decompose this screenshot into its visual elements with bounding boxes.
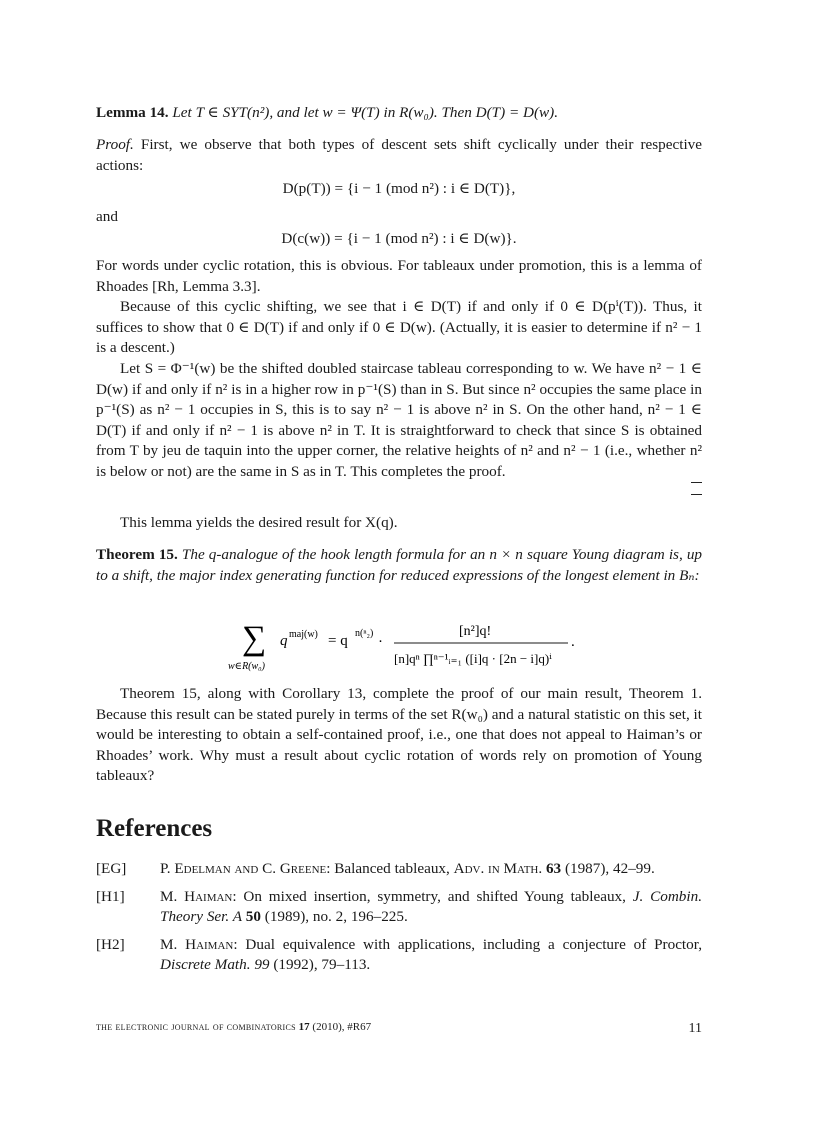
theorem-label: Theorem 15.: [96, 546, 178, 563]
theorem-statement: The q-analogue of the hook length formula for an n × n square Young diagram is, up to a shift, the major index generating function for reduced expressions of the longest element in Bₙ:: [96, 546, 703, 584]
lemma-statement: Let T ∈ SYT(n²), and let w = Ψ(T) in R(w₀). Then D(T) = D(w).: [172, 104, 559, 121]
reference-eg: [96, 859, 702, 880]
proof-intro-text: First, we observe that both types of descent sets shift cyclically under their respective actions:: [96, 136, 702, 174]
proof-paragraph-2: Because of this cyclic shifting, we see that i ∈ D(T) if and only if 0 ∈ D(pⁱ(T)). Thus, it suffices to show that 0 ∈ D(T) if and only if 0 ∈ D(w). (Actually, it is easier to determine if n² − 1 is a descent.): [96, 298, 702, 357]
rhs-exponent: n(ⁿ₂): [355, 628, 374, 639]
reference-body: [160, 935, 702, 976]
reference-list: [96, 859, 702, 983]
lemma-14: [96, 103, 558, 124]
references-heading: References: [96, 815, 213, 842]
reference-details: (1987), 42–99.: [561, 860, 655, 877]
reference-body: [160, 859, 702, 880]
proof-label: Proof.: [96, 136, 134, 153]
qed-symbol: [691, 482, 702, 495]
reference-title: : On mixed insertion, symmetry, and shifted Young tableaux,: [232, 887, 633, 905]
reference-key: [H2]: [96, 935, 125, 953]
journal-citation: [96, 1021, 371, 1037]
summation-sign: ∑: [242, 620, 267, 657]
times-dot: ·: [378, 634, 383, 650]
lhs-exponent: maj(w): [289, 629, 318, 640]
journal-year-id: (2010), #R67: [309, 1021, 372, 1033]
hook-length-formula: [96, 615, 702, 675]
lemma-label: Lemma 14.: [96, 104, 169, 121]
reference-details: (1992), 79–113.: [269, 956, 371, 974]
page-footer: [96, 1021, 702, 1037]
equation-promotion-descent: D(p(T)) = {i − 1 (mod n²) : i ∈ D(T)},: [282, 180, 516, 197]
reference-key: [H1]: [96, 887, 125, 905]
proof-paragraph-3: Let S = Φ⁻¹(w) be the shifted doubled staircase tableau corresponding to w. We have n² − 1 ∈ D(w) if and only if n² is in a higher row in p⁻¹(S) than in S. But since n² occupies the same place in p⁻¹(S) as n² − 1 occupies in S, this is to say n² − 1 is above n² in S. On the other hand, n² − 1 ∈ D(T) if and only if n² − 1 is above n² in T. It is straightforward to check that since S is obtained from T by jeu de taquin into the upper corner, the relative heights of n² and n² − 1 (i.e., whether n² is below or not) are the same in S as in T. This completes the proof.: [96, 359, 702, 480]
reference-venue: Adv. in Math.: [453, 860, 543, 877]
reference-authors: M. Haiman: [160, 935, 234, 953]
proof-intro: [96, 135, 702, 176]
reference-venue: Discrete Math. 99: [160, 956, 270, 974]
reference-title: : Dual equivalence with applications, including a conjecture of Proctor,: [233, 935, 702, 953]
journal-name: the electronic journal of combinatorics: [96, 1021, 296, 1033]
reference-key: [EG]: [96, 860, 127, 877]
proof-body: [96, 256, 702, 483]
lemma-consequence: This lemma yields the desired result for X(q).: [120, 514, 398, 531]
reference-title: : Balanced tableaux,: [326, 860, 454, 877]
conjunction-and: and: [96, 208, 118, 225]
reference-h1: [96, 887, 702, 928]
formula-period: .: [571, 634, 575, 650]
reference-venue: J. Combin. Theory Ser. A: [160, 887, 703, 926]
reference-authors: P. Edelman and C. Greene: [160, 860, 327, 877]
equation-rotation-descent: D(c(w)) = {i − 1 (mod n²) : i ∈ D(w)}.: [281, 230, 517, 247]
reference-details: (1989), no. 2, 196–225.: [260, 908, 408, 926]
reference-body: [160, 887, 702, 928]
rhs-equals: = q: [328, 633, 348, 649]
reference-h2: [96, 935, 702, 976]
lhs-base: q: [280, 633, 288, 649]
fraction-denominator: [n]qⁿ ∏ⁿ⁻¹ᵢ₌₁ ([i]q · [2n − i]q)ⁱ: [394, 651, 552, 666]
page-number: 11: [688, 1021, 702, 1036]
closing-paragraph: Theorem 15, along with Corollary 13, complete the proof of our main result, Theorem 1. Because this result can be stated purely in terms of the set R(w₀) and a natural statistic on this set, it would be interesting to obtain a self-contained proof, i.e., one that does not appeal to Haiman’s or Rhoades’ work. Why must a result about cyclic rotation of words rely on promotion of Young tableaux?: [96, 685, 702, 785]
proof-paragraph-1: For words under cyclic rotation, this is obvious. For tableaux under promotion, this is a lemma of Rhoades [Rh, Lemma 3.3].: [96, 257, 702, 295]
reference-authors: M. Haiman: [160, 887, 233, 905]
fraction-numerator: [n²]q!: [459, 624, 492, 639]
reference-volume: 50: [245, 908, 261, 926]
sum-subscript: w∈R(w₀): [228, 661, 265, 672]
theorem-15: [96, 545, 702, 586]
reference-volume: 63: [545, 860, 562, 877]
journal-volume: 17: [298, 1021, 310, 1033]
